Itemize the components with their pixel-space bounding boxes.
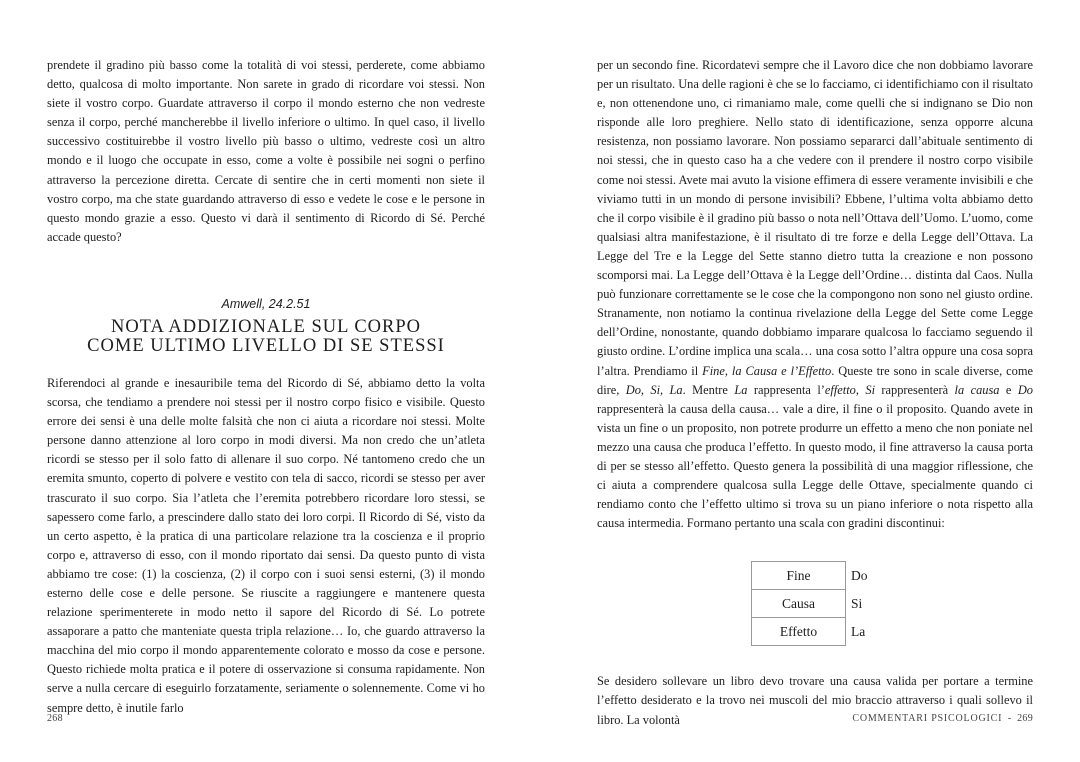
text-run: e: [999, 382, 1018, 397]
page-number-right: 269: [1017, 713, 1033, 724]
section-heading-line-2: COME ULTIMO LIVELLO DI SE STESSI: [87, 335, 445, 356]
scale-note: Si: [851, 595, 863, 611]
scale-row: [752, 618, 892, 646]
left-page: [47, 56, 485, 718]
left-paragraph-2: Riferendoci al grande e inesauribile tema del Ricordo di Sé, abbiamo detto la volta scorsa, che tendiamo a prendere noi stessi per il nostro corpo fisico e visibile. Questo errore dei sensi è una delle molte falsità che non ci aiuta a ricordare noi stessi. Molte persone danno attenzione al loro corpo in modi diversi. Ma non credo che un’atleta ricordi se stesso per il solo fatto di allenare il suo corpo. Né tantomeno credo che un eremita smunto, coperto di polvere e vestito con tela di sacco, ricordi se stesso per aver trascurato il suo corpo. Sia l’atleta che l’eremita potrebbero ricordare loro stessi, se sapessero come farlo, a prescindere dallo stato dei loro corpi. Il Ricordo di Sé, visto da un certo aspetto, è la pratica di una particolare relazione tra la coscienza e il proprio corpo e, attraverso di esso, con il mondo riportato dai sensi. Da questo punto di vista abbiamo tre cose: (1) la coscienza, (2) il corpo con i suoi sensi esterni, (3) il mondo esterno delle cose e delle persone. Se riuscite a raggiungere e mantenere questa relazione sperimenterete in modo netto il sapore del Ricordo di Sé. Lo potrete assaporare a patto che manteniate questa tripla relazione… Io, che guardo attraverso la macchina del mio corpo il mondo apparentemente colorato e mosso da cose e persone. Questo richiede molta pratica e il potere di osservazione si consuma rapidamente. Non serve a nulla cercare di eseguirlo forzatamente, seriamente o solennemente. Come vi ho sempre detto, è inutile farlo: [47, 375, 485, 715]
scale-table: [751, 561, 892, 646]
scale-term: Fine: [752, 562, 846, 590]
scale-row: [752, 562, 892, 590]
emphasis: Fine, la Causa e l’Effetto: [702, 363, 832, 378]
emphasis: Do: [1017, 382, 1033, 397]
emphasis: la causa: [954, 382, 1000, 397]
emphasis: effetto: [824, 382, 856, 397]
scale-table-wrapper: [751, 561, 1033, 646]
text-run: rappresenterà la causa della causa… vale a dire, il fine o il proposito. Quando avete in vista un fine o un proposito, non potrete produrre un effetto a meno che non poniate nel mezzo una causa che produca l’effetto. In questo modo, il fine attraverso la causa porta di per se stesso all’effetto. Questo genera la possibilità di una maggior riflessione, che ci aiuta a comprendere qualcosa sulla Legge delle Ottave, specialmente quando ci rendiamo conto che l’effetto ultimo si trova su un piano inferiore o nota rispetto alla causa intermedia. Formano pertanto una scala con gradini discontinui:: [597, 401, 1033, 531]
emphasis: Do, Si, La: [625, 382, 683, 397]
page-number-left: 268: [47, 713, 63, 724]
emphasis: La: [734, 382, 748, 397]
scale-row: [752, 590, 892, 618]
section-heading: [47, 318, 485, 356]
text-run: . Mentre: [682, 382, 735, 397]
running-head: COMMENTARI PSICOLOGICI: [852, 713, 1003, 724]
emphasis: Si: [865, 382, 876, 397]
right-paragraph-1: [597, 56, 1033, 533]
scale-term: Causa: [752, 590, 846, 618]
text-run: rappresenta l’: [747, 382, 825, 397]
scale-note: La: [851, 623, 866, 639]
right-paragraph-2: Se desidero sollevare un libro devo trovare una causa valida per portare a termine l’effetto desiderato e la trovo nei muscoli del mio braccio attraverso i quali sollevo il libro. La volontà: [597, 674, 1033, 727]
left-paragraph-1: prendete il gradino più basso come la totalità di voi stessi, perderete, come abbiamo detto, qualcosa di molto importante. Non sarete in grado di ricordare voi stessi. Non siete il vostro corpo. Guardate attraverso il corpo il mondo esterno che non vedreste senza il corpo, perché mancherebbe il livello inferiore o ultimo. In quel caso, il livello successivo costituirebbe il vostro livello più basso o ultimo, vedreste così un altro mondo e il luogo che occupate in esso, come a volte è possibile nei sogni o perfino attraverso la percezione diretta. Cercate di sentire che in certi momenti non siete il vostro corpo, ma che state guardando attraverso di esso e vedete le cose e le persone in questo mondo grazie a esso. Questo vi darà il sentimento di Ricordo di Sé. Perché accade questo?: [47, 58, 485, 244]
folio-separator: -: [1007, 713, 1012, 724]
section-date: Amwell, 24.2.51: [221, 296, 311, 311]
running-footer-right: [852, 713, 1033, 724]
right-page: [597, 56, 1033, 730]
text-run: per un secondo fine. Ricordatevi sempre che il Lavoro dice che non dobbiamo lavorare per un risultato. Una delle ragioni è che se lo facciamo, ci identifichiamo con il risultato e, non ottenendone uno, ci rimaniamo male, come quelli che si indignano se Dio non risponde alle loro preghiere. Nello stato di identificazione, senza opporre alcuna resistenza, non possiamo lavorare. Non possiamo separarci dall’abituale sentimento di noi stessi, che in questo caso ha a che vedere con il prendere il nostro corpo visibile come noi stessi. Avete mai avuto la visione effimera di essere veramente invisibili e che viviamo tutti in un mondo di persone invisibili? Ebbene, l’ultima volta abbiamo detto che il corpo visibile è il gradino più basso o nota nell’Ottava dell’Uomo. L’uomo, come qualsiasi altra manifestazione, è il risultato di tre forze e della Legge dell’Ottava. La Legge del Tre e la Legge del Sette stanno dietro tutta la creazione e non possono scomporsi mai. La Legge dell’Ottava è la Legge dell’Ordine… distinta dal Caos. Nulla può funzionare correttamente se le cose che la compongono non sono nel giusto ordine. Stranamente, non notiamo la continua rivelazione della Legge del Sette come Legge dell’Ordine, nonostante, quando dobbiamo imparare qualcosa lo facciamo seguendo il giusto ordine. L’ordine implica una scala… una cosa sotto l’altra oppure una cosa sopra l’altra. Prendiamo il: [597, 58, 1033, 378]
text-run: rappresenterà: [875, 382, 955, 397]
section-heading-line-1: NOTA ADDIZIONALE SUL CORPO: [110, 316, 422, 337]
text-run: . Queste tre sono in scale diverse, come dire,: [597, 363, 1033, 397]
scale-term: Effetto: [752, 618, 846, 646]
text-run: ,: [855, 382, 866, 397]
scale-note: Do: [851, 567, 868, 583]
